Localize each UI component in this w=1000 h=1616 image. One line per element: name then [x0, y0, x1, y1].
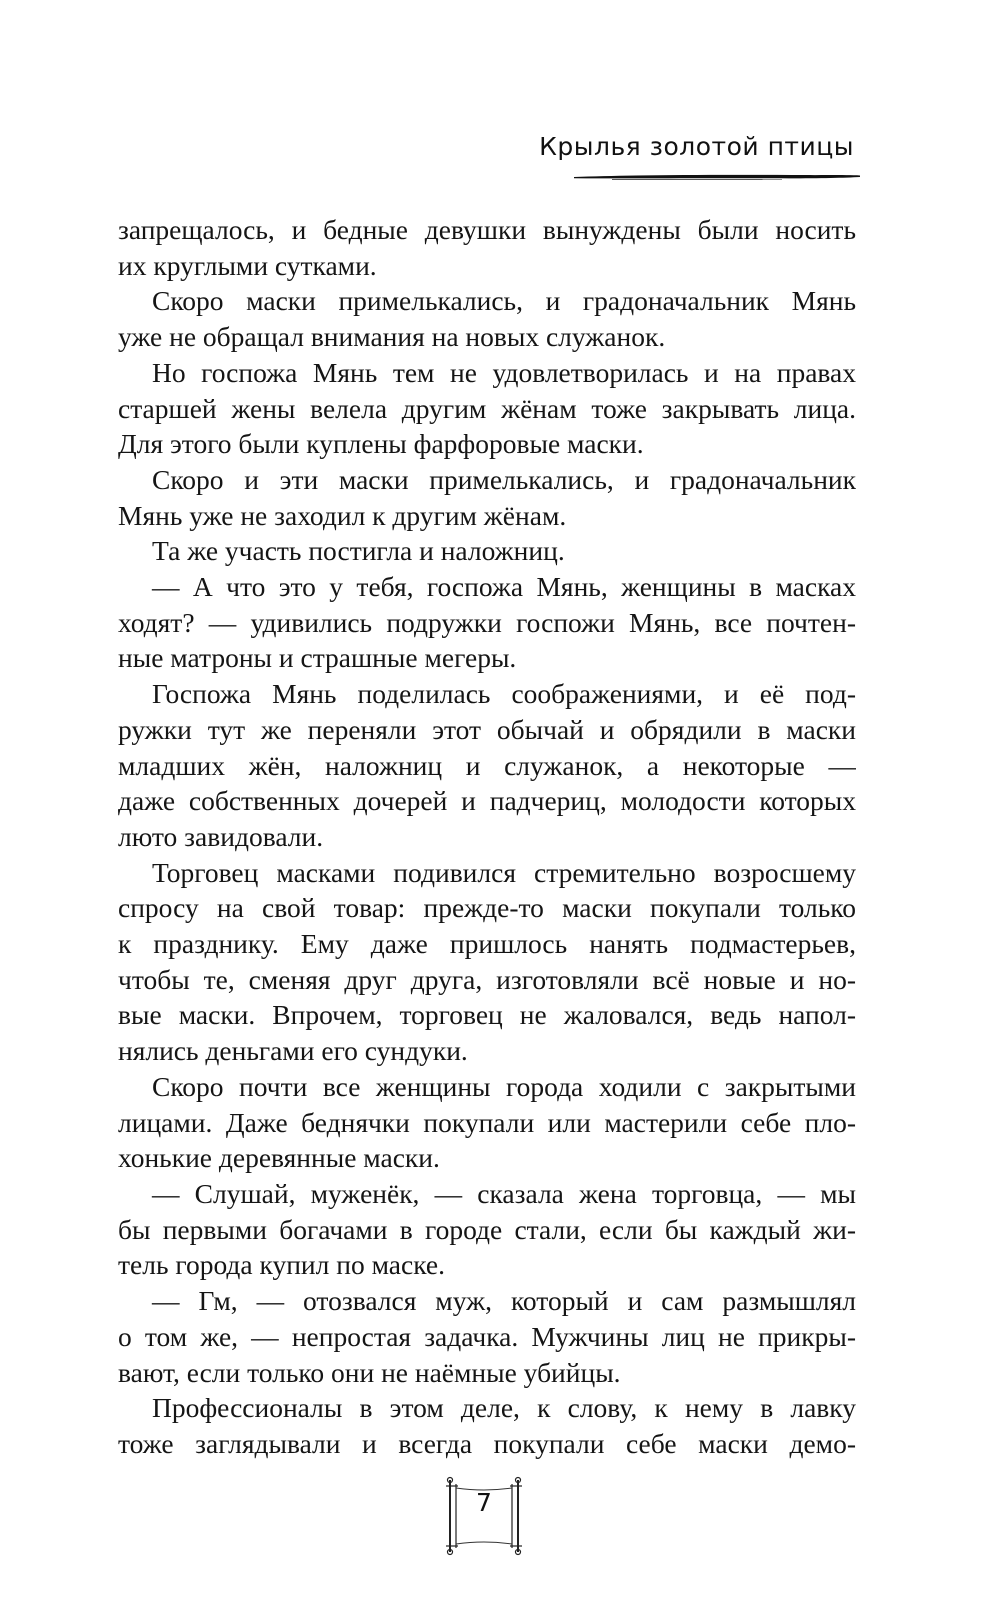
text-line: — Гм, — отозвался муж, который и сам размышлял: [152, 1285, 856, 1317]
text-line: к празднику. Ему даже пришлось нанять подмастерьев,: [118, 928, 856, 960]
text-line: чтобы те, сменяя друг друга, изготовляли всё новые и но-: [118, 963, 856, 995]
text-line: ходят? — удивились подружки госпожи Мянь, все почтен-: [118, 606, 856, 638]
body-text: [118, 212, 856, 1462]
text-line: лицами. Даже беднячки покупали или мастерили себе пло-: [118, 1106, 856, 1138]
text-line: бы первыми богачами в городе стали, если бы каждый жи-: [118, 1213, 856, 1245]
text-line: спросу на свой товар: прежде-то маски покупали только: [118, 892, 856, 924]
text-line: Торговец масками подивился стремительно возросшему: [152, 856, 856, 888]
text-line: Мянь уже не заходил к другим жёнам.: [118, 499, 567, 531]
text-line: тель города купил по маске.: [118, 1249, 445, 1281]
text-line: о том же, — непростая задачка. Мужчины лиц не прикры-: [118, 1320, 856, 1352]
text-line: ружки тут же переняли этот обычай и обрядили в маски: [118, 713, 856, 745]
text-line: Но госпожа Мянь тем не удовлетворилась и на правах: [152, 356, 856, 388]
page-number: 7: [476, 1488, 492, 1517]
text-line: Госпожа Мянь поделилась соображениями, и её под-: [152, 678, 856, 710]
text-line: Профессионалы в этом деле, к слову, к нему в лавку: [152, 1392, 856, 1424]
text-line: младших жён, наложниц и служанок, а некоторые —: [118, 749, 856, 781]
running-title: Крылья золотой птицы: [539, 132, 854, 161]
text-line: их круглыми сутками.: [118, 249, 377, 281]
text-line: тоже заглядывали и всегда покупали себе маски демо-: [118, 1427, 856, 1459]
text-line: вают, если только они не наёмные убийцы.: [118, 1356, 621, 1388]
text-line: нялись деньгами его сундуки.: [118, 1035, 468, 1067]
text-line: Скоро и эти маски примелькались, и градоначальник: [152, 463, 856, 495]
text-line: Для этого были куплены фарфоровые маски.: [118, 428, 644, 460]
text-line: ные матроны и страшные мегеры.: [118, 642, 517, 674]
text-line: хонькие деревянные маски.: [118, 1142, 440, 1174]
text-line: Скоро почти все женщины города ходили с закрытыми: [152, 1070, 856, 1102]
text-line: — А что это у тебя, госпожа Мянь, женщины в масках: [152, 571, 856, 603]
text-line: Та же участь постигла и наложниц.: [152, 535, 565, 567]
text-line: Скоро маски примелькались, и градоначальник Мянь: [152, 285, 856, 317]
text-line: даже собственных дочерей и падчериц, молодости которых: [118, 785, 856, 817]
text-line: старшей жены велела другим жёнам тоже закрывать лица.: [118, 392, 856, 424]
text-line: вые маски. Впрочем, торговец не жаловался, ведь напол-: [118, 999, 856, 1031]
text-line: — Слушай, муженёк, — сказала жена торговца, — мы: [152, 1177, 856, 1209]
text-line: уже не обращал внимания на новых служанок.: [118, 321, 666, 353]
header-brush-rule: [572, 170, 862, 182]
text-line: запрещалось, и бедные девушки вынуждены были носить: [118, 214, 856, 245]
text-line: люто завидовали.: [118, 820, 324, 852]
